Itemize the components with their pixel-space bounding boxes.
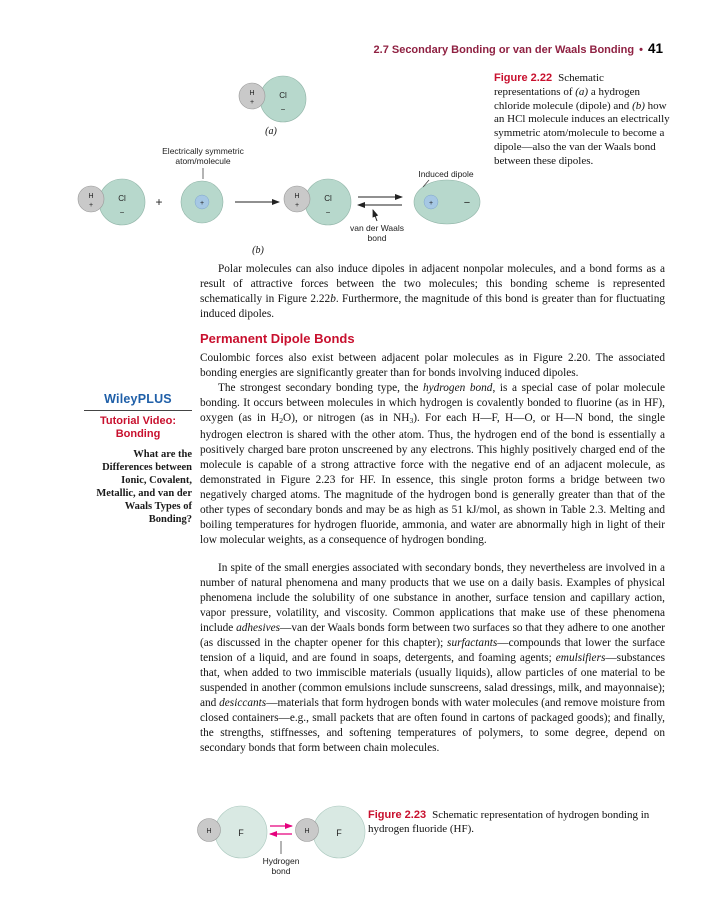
electrically-symmetric-label-line1: Electrically symmetric [162,146,244,156]
hydrogen-label: H [249,90,255,97]
chlorine-minus-sign: − [325,208,331,217]
figure-2-23-caption-text: Schematic representation of hydrogen bonding in hydrogen fluoride (HF). [368,809,650,835]
nucleus-plus-sign: + [199,200,205,207]
hf-molecule-left [198,806,268,858]
tutorial-video-topic: Bonding [115,428,161,440]
hydrogen-plus-sign: + [88,202,94,209]
figure-2-23-diagram [188,795,388,890]
figure-2-23-label: Figure 2.23 [368,809,427,821]
chlorine-minus-sign: − [280,105,286,114]
equilibrium-arrows [358,197,402,205]
fluorine-label: F [238,828,244,838]
hydrogen-plus-sign: + [249,99,255,106]
paragraph-hydrogen-bond: The strongest secondary bonding type, the hydrogen bond, is a special case of polar molecule bonding. It occurs between molecules in which hydrogen is covalently bonded to fluorine (as in HF), oxygen (as in H2O), or nitrogen (as in NH3). For each H—F, H—O, or H—N bond, the single hydrogen electron is shared with the other atom. Thus, the hydrogen end of the bond is essentially a positively charged bare proton unscreened by any electrons. This highly positively charged end of the molecule is capable of a strong attractive force with the negative end of an adjacent molecule, as demonstrated in Figure 2.23 for HF. In essence, this single proton forms a bridge between two negatively charged atoms. The magnitude of the hydrogen bond is generally greater than that of the other types of secondary bonds and may be as high as 51 kJ/mol, as shown in Table 2.3. Melting and boiling temperatures for hydrogen fluoride, ammonia, and water are abnormally high in light of their low molecular weights, as a consequence of hydrogen bonding. [200,382,665,546]
header-bullet: • [639,44,643,56]
hydrogen-plus-sign: + [294,202,300,209]
nucleus-plus-sign: + [428,200,434,207]
hydrogen-bond-callout [263,841,300,876]
hydrogen-label: H [304,828,310,835]
section-title: 2.7 Secondary Bonding or van der Waals Bonding [373,44,635,56]
van-der-waals-callout [350,210,404,243]
paragraph-induced-dipoles: Polar molecules can also induce dipoles in adjacent nonpolar molecules, and a bond forms as a result of attractive forces between the two molecules; this bonding scheme is represented schematically in Figure 2.22b. Furthermore, the magnitude of this bond is greater than for fluctuating induced dipoles. [200,263,665,320]
chlorine-label: Cl [279,91,287,100]
induced-minus-sign: − [463,197,471,209]
electrically-symmetric-atom [181,181,223,223]
electrically-symmetric-label-line2: atom/molecule [175,156,231,166]
hydrogen-bond-arrows [270,826,292,834]
vdw-label-line1: van der Waals [349,223,405,233]
hf-molecule-right [296,806,366,858]
running-head [374,40,663,58]
paragraph-coulombic-forces: Coulombic forces also exist between adjacent polar molecules as in Figure 2.20. The associated bonding energies are significantly greater than for bonds involving induced dipoles. [200,352,665,379]
wileyplus-sidebar [84,392,192,526]
tutorial-video-label: Tutorial Video: [100,415,176,427]
hydrogen-bond-label-line2: bond [271,866,291,876]
vdw-label-line2: bond [367,233,387,243]
hydrogen-label: H [206,828,212,835]
electrically-symmetric-callout [162,146,244,179]
hcl-dipole-b-right [284,179,351,225]
vdw-pointer-arrow [373,210,377,221]
figure-2-22-label: Figure 2.22 [494,72,553,84]
chlorine-minus-sign: − [119,208,125,217]
wileyplus-brand: WileyPLUS [104,392,172,406]
sidebar-divider [84,410,192,411]
paragraph-secondary-bond-applications: In spite of the small energies associated with secondary bonds, they nevertheless are involved in a number of natural phenomena and many products that we use on a daily basis. Examples of physical phenomena include the solubility of one substance in another, surface tension and capillary action, vapor pressure, volatility, and viscosity. Common applications that make use of these phenomena include adhesives—van der Waals bonds form between two surfaces so that they adhere to one another (as discussed in the chapter opener for this chapter); surfactants—compounds that lower the surface tension of a liquid, and are found in soaps, detergents, and foaming agents; emulsifiers—substances that, when added to two immiscible materials (usually liquids), allow particles of one material to be suspended in another (common emulsions include sunscreens, salad dressings, milk, and mayonnaise); and desiccants—materials that form hydrogen bonds with water molecules (and remove moisture from closed containers—e.g., small packets that are often found in cartons of packaged goods); and finally, the strengths, stiffnesses, and softening temperatures of polymers, to some degree, depend on secondary bonds that form between chain molecules. [200,561,665,754]
figure-2-23-caption [368,808,664,836]
hydrogen-label: H [294,193,300,200]
figure-2-22-diagram [55,60,505,260]
hcl-dipole-part-a [239,76,306,122]
heading-permanent-dipole-bonds: Permanent Dipole Bonds [200,331,355,346]
hydrogen-label: H [88,193,94,200]
sidebar-question: What are the Differences between Ionic, Covalent, Metallic, and van der Waals Types of Bonding? [96,449,192,525]
fluorine-label: F [336,828,342,838]
hcl-dipole-b-left [78,179,145,225]
page-number: 41 [647,41,663,56]
induced-dipole-molecule [414,180,480,224]
induced-dipole-label: Induced dipole [418,169,474,179]
hydrogen-bond-label-line1: Hydrogen [262,856,300,866]
part-a-label: (a) [265,126,277,137]
chlorine-label: Cl [118,194,126,203]
figure-2-22-caption [494,72,670,169]
chlorine-label: Cl [324,194,332,203]
figure-2-22-caption-text: Schematic representations of (a) a hydrogen chloride molecule (dipole) and (b) how an HCl molecule induces an electrically symmetric atom/molecule to become a dipole—also the van der Waals bond between these dipoles. [494,72,670,167]
plus-operator: + [155,195,163,209]
part-b-label: (b) [252,245,264,256]
main-text-column [200,262,665,756]
